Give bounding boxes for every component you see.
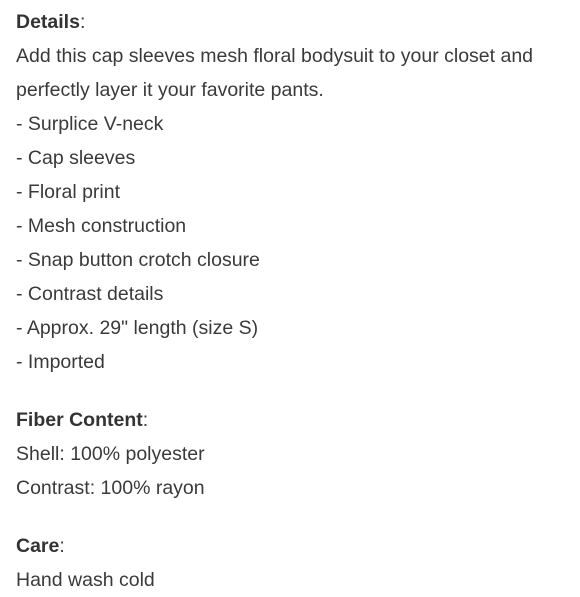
feature-item: - Floral print <box>16 181 121 203</box>
fiber-contrast: Contrast: 100% rayon <box>16 477 205 499</box>
section-spacer <box>16 505 572 529</box>
details-section <box>16 5 572 379</box>
feature-item: - Mesh construction <box>16 215 187 237</box>
care-section <box>16 529 572 597</box>
fiber-content-heading: Fiber Content <box>16 409 143 431</box>
care-heading: Care <box>16 535 60 557</box>
feature-item: - Imported <box>16 351 105 373</box>
feature-item: - Cap sleeves <box>16 147 136 169</box>
feature-item: - Snap button crotch closure <box>16 249 260 271</box>
feature-item: - Surplice V-neck <box>16 113 164 135</box>
details-heading: Details <box>16 11 80 33</box>
section-spacer <box>16 379 572 403</box>
feature-item: - Contrast details <box>16 283 164 305</box>
fiber-content-heading-line: Fiber Content: <box>16 409 149 431</box>
fiber-content-section <box>16 403 572 505</box>
product-description <box>16 5 572 597</box>
care-heading-line: Care: <box>16 535 65 557</box>
care-instructions: Hand wash cold <box>16 569 155 591</box>
feature-item: - Approx. 29" length (size S) <box>16 317 259 339</box>
details-description-line-2: perfectly layer it your favorite pants. <box>16 79 324 101</box>
details-description-line-1: Add this cap sleeves mesh floral bodysuit to your closet and <box>16 45 534 67</box>
details-heading-line: Details: <box>16 11 86 33</box>
fiber-shell: Shell: 100% polyester <box>16 443 205 465</box>
